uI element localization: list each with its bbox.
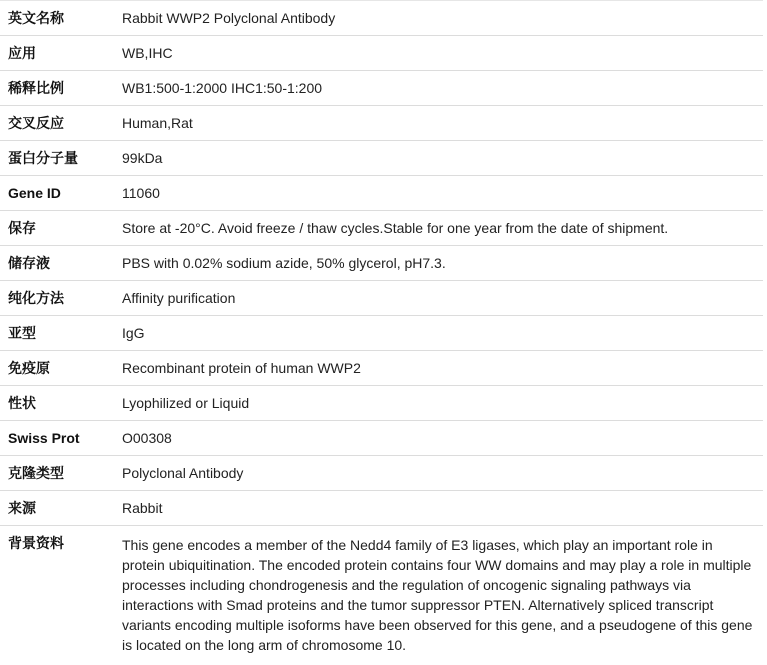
spec-row <box>0 106 763 141</box>
spec-label: 储存液 <box>0 246 122 281</box>
spec-value: Recombinant protein of human WWP2 <box>122 351 763 386</box>
spec-row <box>0 1 763 36</box>
spec-label: 交叉反应 <box>0 106 122 141</box>
spec-row <box>0 211 763 246</box>
spec-row <box>0 491 763 526</box>
spec-label: 克隆类型 <box>0 456 122 491</box>
spec-value: 11060 <box>122 176 763 211</box>
spec-value: Human,Rat <box>122 106 763 141</box>
spec-row <box>0 526 763 664</box>
spec-label: 应用 <box>0 36 122 71</box>
spec-value: IgG <box>122 316 763 351</box>
spec-row <box>0 246 763 281</box>
spec-label: Swiss Prot <box>0 421 122 456</box>
spec-label: Gene ID <box>0 176 122 211</box>
spec-row <box>0 71 763 106</box>
spec-row <box>0 456 763 491</box>
spec-row <box>0 351 763 386</box>
spec-label: 免疫原 <box>0 351 122 386</box>
spec-value: O00308 <box>122 421 763 456</box>
spec-label: 保存 <box>0 211 122 246</box>
spec-value: Lyophilized or Liquid <box>122 386 763 421</box>
spec-value: PBS with 0.02% sodium azide, 50% glycerol, pH7.3. <box>122 246 763 281</box>
spec-value: Polyclonal Antibody <box>122 456 763 491</box>
spec-row <box>0 36 763 71</box>
spec-label: 性状 <box>0 386 122 421</box>
spec-value: WB,IHC <box>122 36 763 71</box>
spec-label: 蛋白分子量 <box>0 141 122 176</box>
spec-label: 来源 <box>0 491 122 526</box>
spec-label: 纯化方法 <box>0 281 122 316</box>
spec-value: Rabbit WWP2 Polyclonal Antibody <box>122 1 763 36</box>
spec-label: 背景资料 <box>0 526 122 664</box>
spec-label: 亚型 <box>0 316 122 351</box>
spec-label: 英文名称 <box>0 1 122 36</box>
spec-row <box>0 176 763 211</box>
spec-value: Affinity purification <box>122 281 763 316</box>
spec-row <box>0 386 763 421</box>
spec-value: Rabbit <box>122 491 763 526</box>
spec-row <box>0 316 763 351</box>
spec-value: WB1:500-1:2000 IHC1:50-1:200 <box>122 71 763 106</box>
spec-row <box>0 281 763 316</box>
spec-value: Store at -20°C. Avoid freeze / thaw cycles.Stable for one year from the date of shipment. <box>122 211 763 246</box>
spec-value: This gene encodes a member of the Nedd4 family of E3 ligases, which play an important role in protein ubiquitination. The encoded protein contains four WW domains and may play a role in multiple processes including chondrogenesis and the regulation of oncogenic signaling pathways via interactions with Smad proteins and the tumor suppressor PTEN. Alternatively spliced transcript variants encoding multiple isoforms have been observed for this gene, and a pseudogene of this gene is located on the long arm of chromosome 10. <box>122 526 763 664</box>
spec-row <box>0 141 763 176</box>
spec-value: 99kDa <box>122 141 763 176</box>
spec-row <box>0 421 763 456</box>
spec-label: 稀释比例 <box>0 71 122 106</box>
